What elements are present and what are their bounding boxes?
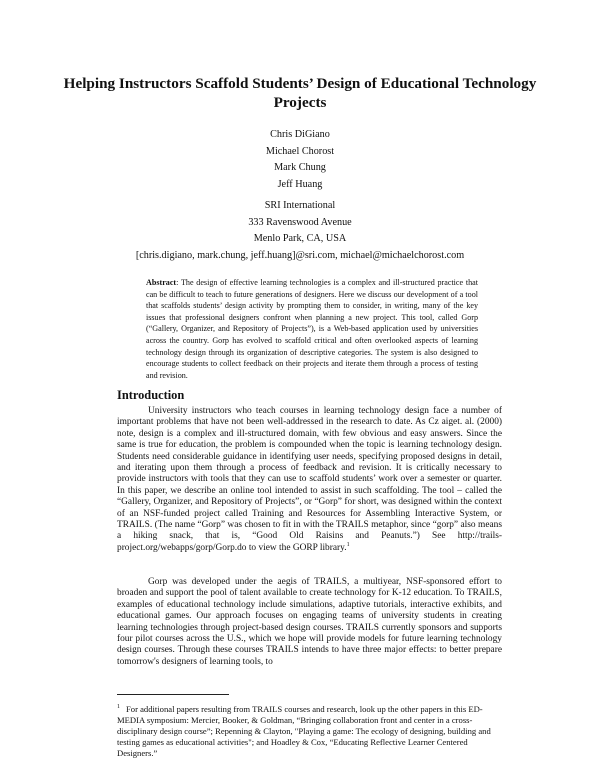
paragraph-text: University instructors who teach courses in learning technology design face a number of important problems that have not been well-addressed in the research to date. As Cz aiget. al. (2000) note, design is a complex and ill-structured domain, with few obvious and easy answers. Since the same is true for education, the problem is compounded when the topic is learning technology design. Students need considerable guidance in identifying user needs, specifying proposed designs in detail, and iterating upon them through a process of feedback and revision. It is critically necessary to provide instructors with tools that they can use to scaffold students’ work over a semester or quarter. In this paper, we describe an online tool intended to assist in such scaffolding. The tool – called the “Gallery, Organizer, and Repository of Projects”, or “Gorp” for short, was designed within the context of an NSF-funded project called Training and Resources for Assembling Interactive System, or TRAILS. (The name “Gorp” was chosen to fit in with the TRAILS metaphor, since “gorp” also means a hiking snack, that is, “Good Old Raisins and Peanuts.”) See http://trails-project.org/webapps/gorp/Gorp.do to view the GORP library. bbox=[117, 406, 502, 553]
affiliation-org: SRI International bbox=[264, 200, 336, 211]
footnote-mark: 1 bbox=[117, 704, 120, 711]
affiliation-city: Menlo Park, CA, USA bbox=[253, 233, 347, 245]
abstract-label: Abstract bbox=[146, 278, 177, 287]
footnote-divider bbox=[117, 694, 229, 695]
author-list bbox=[0, 127, 600, 193]
abstract-text: : The design of effective learning technologies is a complex and ill-structured practice that can be difficult to teach to future generations of designers. Here we discuss our development of a tool that scaffolds students’ design activity by prompting them to consider, in writing, many of the key issues that professional designers confront when planning a new project. This tool, called Gorp (“Gallery, Organizer, and Repository of Projects”), is a Web-based application used by universities across the country. Gorp has evolved to scaffold critical and often overlooked aspects of learning technology design through its organization of descriptive categories. The system is also designed to encourage students to collect feedback on their projects and iterate them through a process of testing and revision. bbox=[146, 278, 478, 380]
body-paragraph-1 bbox=[117, 406, 502, 554]
author-name: Michael Chorost bbox=[265, 145, 335, 157]
abstract bbox=[146, 277, 478, 381]
paper-title: Helping Instructors Scaffold Students’ Design of Educational Technology Projects bbox=[63, 75, 537, 111]
author-name: Mark Chung bbox=[274, 162, 326, 174]
section-heading: Introduction bbox=[117, 388, 185, 402]
author-name: Chris DiGiano bbox=[270, 129, 330, 140]
affiliation-emails: [chris.digiano, mark.chung, jeff.huang]@sri.com, michael@michaelchorost.com bbox=[135, 249, 465, 261]
footnote-reference[interactable]: 1 bbox=[346, 541, 350, 548]
affiliation-block bbox=[0, 198, 600, 264]
footnote bbox=[117, 704, 502, 759]
affiliation-street: 333 Ravenswood Avenue bbox=[248, 216, 352, 228]
author-name: Jeff Huang bbox=[277, 178, 323, 190]
body-paragraph-2: Gorp was developed under the aegis of TRAILS, a multiyear, NSF-sponsored effort to broaden and support the pool of talent available to create technology for K-12 education. To TRAILS, examples of educational technology include simulations, adaptive tutorials, interactive exhibits, and educational games. Our approach focuses on engaging teams of university students in creating learning technologies through project-based design courses. TRAILS currently sponsors and supports four pilot courses across the U.S., which we hope will provide models for future learning technology design courses. Through these courses TRAILS intends to have three major effects: to better prepare tomorrow's designers of learning tools, to bbox=[117, 577, 502, 667]
footnote-text: For additional papers resulting from TRAILS courses and research, look up the other papers in this ED-MEDIA symposium: Mercier, Booker, & Goldman, “Bringing collaboration front and center in a cross-disciplinary design course”; Repenning & Clayton, "Playing a game: The ecology of designing, building and testing games as educational activities"; and Hoadley & Cox, “Educating Reflective Learner Centered Designers.” bbox=[117, 704, 491, 758]
